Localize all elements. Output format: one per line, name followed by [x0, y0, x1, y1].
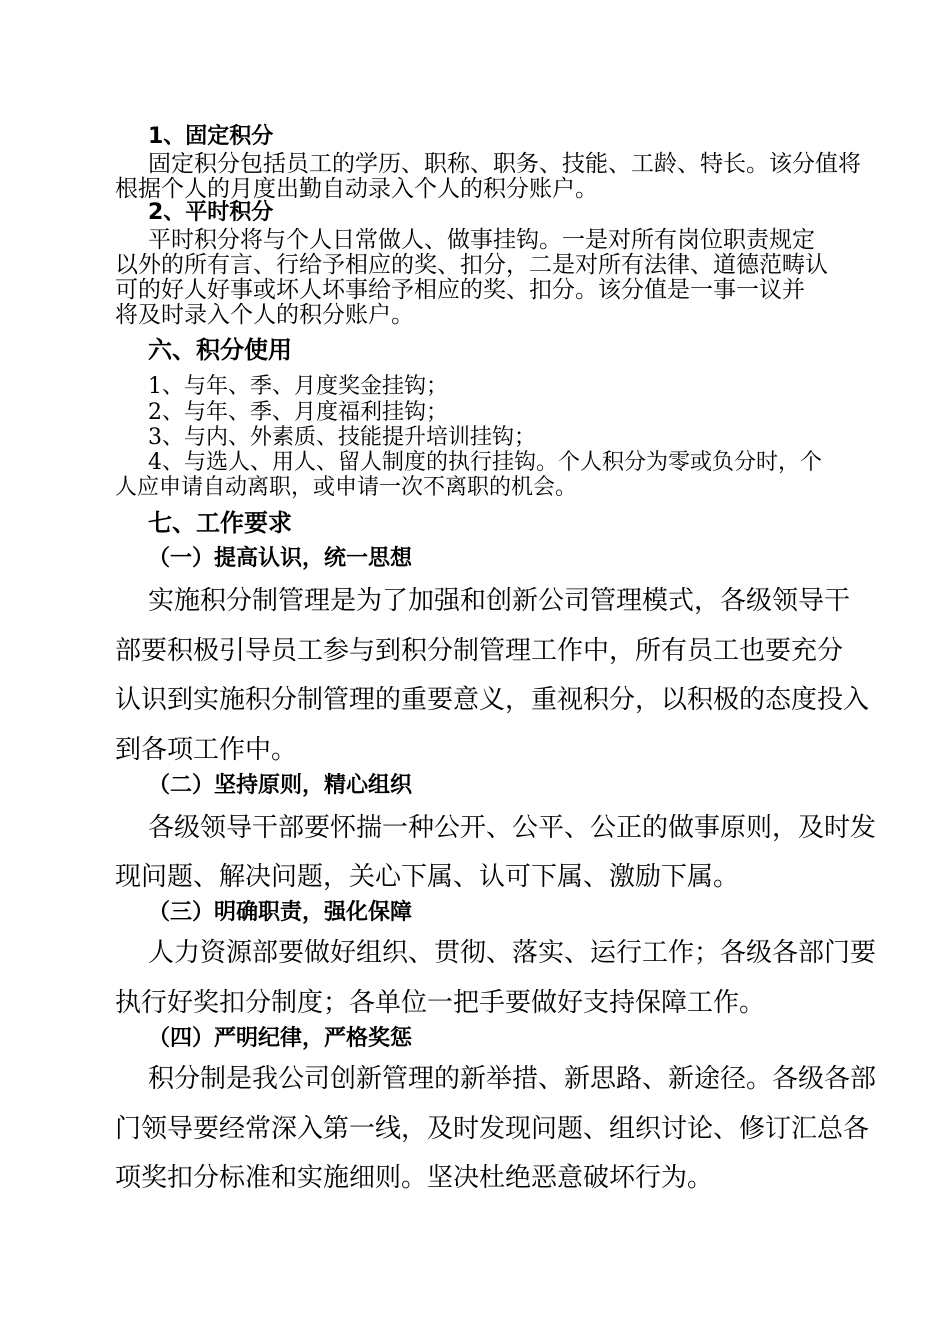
paragraph-line: 人力资源部要做好组织、贯彻、落实、运行工作；各级各部门要 [148, 938, 877, 968]
paragraph-line: 部要积极引导员工参与到积分制管理工作中，所有员工也要充分 [115, 636, 844, 666]
paragraph-line: 可的好人好事或坏人坏事给予相应的奖、扣分。该分值是一事一议并 [115, 277, 805, 303]
paragraph-line: 项奖扣分标准和实施细则。坚决杜绝恶意破坏行为。 [115, 1163, 714, 1193]
paragraph-line: 到各项工作中。 [115, 735, 298, 765]
subheading-strict-discipline: （四）严明纪律，严格奖惩 [148, 1026, 413, 1051]
list-item: 2、与年、季、月度福利挂钩； [148, 400, 448, 425]
paragraph-line: 认识到实施积分制管理的重要意义，重视积分，以积极的态度投入 [115, 685, 870, 715]
list-item: 3、与内、外素质、技能提升培训挂钩； [148, 425, 536, 450]
heading-daily-points: 2、平时积分 [148, 200, 274, 225]
paragraph-line: 执行好奖扣分制度；各单位一把手要做好支持保障工作。 [115, 988, 766, 1018]
list-item: 1、与年、季、月度奖金挂钩； [148, 374, 448, 399]
paragraph-line: 各级领导干部要怀揣一种公开、公平、公正的做事原则，及时发 [148, 813, 877, 843]
paragraph-line: 实施积分制管理是为了加强和创新公司管理模式，各级领导干 [148, 586, 851, 616]
paragraph-line: 积分制是我公司创新管理的新举措、新思路、新途径。各级各部 [148, 1064, 877, 1094]
section-title-points-usage: 六、积分使用 [148, 336, 292, 364]
subheading-clarify-duties: （三）明确职责，强化保障 [148, 900, 413, 925]
subheading-adhere-principles: （二）坚持原则，精心组织 [148, 773, 413, 798]
subheading-raise-awareness: （一）提高认识，统一思想 [148, 546, 413, 571]
paragraph-line: 固定积分包括员工的学历、职称、职务、技能、工龄、特长。该分值将 [148, 151, 861, 177]
list-item: 4、与选人、用人、留人制度的执行挂钩。个人积分为零或负分时，个 [148, 450, 822, 475]
heading-fixed-points: 1、固定积分 [148, 124, 274, 149]
paragraph-line: 根据个人的月度出勤自动录入个人的积分账户。 [115, 176, 598, 202]
list-item: 人应申请自动离职，或申请一次不离职的机会。 [115, 475, 578, 500]
paragraph-line: 现问题、解决问题，关心下属、认可下属、激励下属。 [115, 862, 740, 892]
paragraph-line: 平时积分将与个人日常做人、做事挂钩。一是对所有岗位职责规定 [148, 227, 815, 253]
paragraph-line: 将及时录入个人的积分账户。 [115, 302, 414, 328]
paragraph-line: 以外的所有言、行给予相应的奖、扣分，二是对所有法律、道德范畴认 [115, 252, 828, 278]
section-title-work-requirements: 七、工作要求 [148, 509, 292, 537]
paragraph-line: 门领导要经常深入第一线，及时发现问题、组织讨论、修订汇总各 [115, 1114, 870, 1144]
